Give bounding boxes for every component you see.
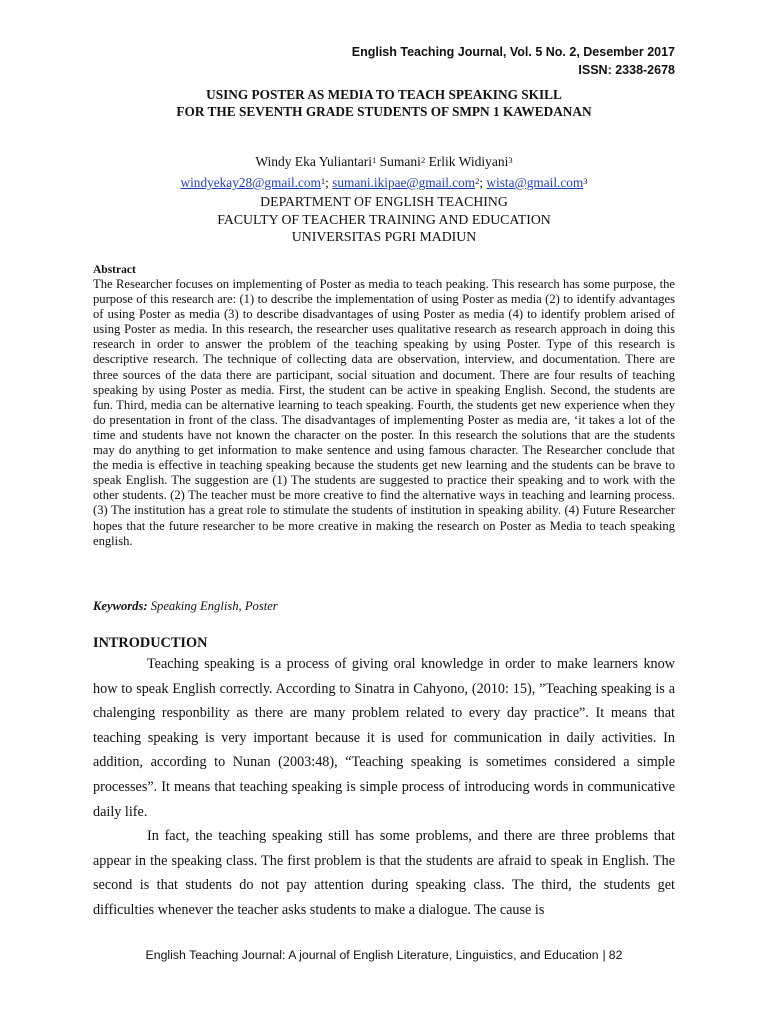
author-email-link[interactable]: windyekay28@gmail.com xyxy=(180,175,321,190)
author-name: Windy Eka Yuliantari xyxy=(255,154,373,169)
footer-separator: | xyxy=(602,948,606,962)
author-name: Sumani xyxy=(379,154,421,169)
email-list: windyekay28@gmail.com$^1$; sumani.ikipae@gmail.com$^2$; wista@gmail.com$^3$ xyxy=(180,175,588,190)
author-mark: 2 xyxy=(420,155,426,165)
introduction-body xyxy=(93,652,675,923)
author-mark: 1 xyxy=(372,155,377,165)
keywords-line xyxy=(93,599,278,614)
email-mark: 2 xyxy=(475,176,480,186)
paper-title-line-2: FOR THE SEVENTH GRADE STUDENTS OF SMPN 1 KAWEDANAN xyxy=(176,104,592,119)
affiliation-department: DEPARTMENT OF ENGLISH TEACHING xyxy=(260,194,508,209)
abstract-text: The Researcher focuses on implementing of Poster as media to teach peaking. This research has some purpose, the purpose of this research are: (1) to describe the implementation of using Poster as media (2) to identify advantages of using Poster as media (3) to describe disadvantages of using Poster as media (4) to identify problem arised of using Poster as media. In this research, the researcher uses qualitative research as research approach in doing this research in order to answer the problem of the teaching speaking by using Poster. Type of this research is descriptive research. The technique of collecting data are observation, interview, and documentation. There are three sources of the data there are participant, social situation and document. There are four results of teaching speaking by using Poster as media. First, the student can be active in speaking English. Second, the students are fun. Third, media can be alternative learning to teach speaking. Fourth, the students get new experience when they do presentation in front of the class. The disadvantages of implementing Poster as media are, ‘it takes a lot of the time and students have not known the character on the poster. In this research the solutions that are the students may do anything to get information to make sentence and using famous character. The Researcher conclude that the media is effective in teaching speaking because the students get new learning and the students can be brave to speak English. The suggestion are (1) The students are suggested to practice their speaking and to work with the other students. (2) The teacher must be more creative to find the alternative ways in teaching and learning process. (3) The institution has a great role to stimulate the students of institution in speaking ability. (4) Future Researcher hopes that the future researcher to be more creative in making the research on Poster as Media to teach speaking english. xyxy=(93,277,675,548)
page-number: 82 xyxy=(608,948,623,962)
paper-title-line-1: USING POSTER AS MEDIA TO TEACH SPEAKING SKILL xyxy=(206,87,562,102)
keywords-label: Keywords: xyxy=(93,599,148,613)
abstract-heading: Abstract xyxy=(93,264,136,276)
footer-journal: English Teaching Journal: A journal of English Literature, Linguistics, and Education xyxy=(145,948,599,962)
email-mark: 1 xyxy=(320,176,326,186)
affiliation-faculty: FACULTY OF TEACHER TRAINING AND EDUCATION xyxy=(217,212,551,227)
affiliation-university: UNIVERSITAS PGRI MADIUN xyxy=(291,229,477,244)
issn-header: ISSN: 2338-2678 xyxy=(578,63,675,77)
page-footer xyxy=(0,947,768,964)
author-email-link[interactable]: wista@gmail.com xyxy=(486,175,584,190)
keywords-value: Speaking English, Poster xyxy=(150,599,278,613)
introduction-paragraph: In fact, the teaching speaking still has some problems, and there are three problems that appear in the speaking class. The first problem is that the students are afraid to speak in English. The second is that students do not pay attention during speaking class. The third, the students get difficulties whenever the teacher asks students to make a dialogue. The cause is xyxy=(93,828,675,918)
email-mark: 3 xyxy=(583,176,588,186)
author-list xyxy=(0,153,768,170)
author-email-link[interactable]: sumani.ikipae@gmail.com xyxy=(332,175,476,190)
introduction-heading: INTRODUCTION xyxy=(93,635,208,651)
author-mark: 3 xyxy=(508,155,513,165)
author-name: Erlik Widiyani xyxy=(428,154,509,169)
introduction-paragraph: Teaching speaking is a process of giving oral knowledge in order to make learners know how to speak English correctly. According to Sinatra in Cahyono, (2010: 15), ”Teaching speaking is a chalenging responbility as there are many problem related to every day practice”. It means that teaching speaking is very important because it is used for communication in daily activities. In addition, according to Nunan (2003:48), “Teaching speaking is sometimes considered a simple processes”. It means that teaching speaking is simple process of introducing words in communicative daily life. xyxy=(93,656,675,820)
journal-header: English Teaching Journal, Vol. 5 No. 2, Desember 2017 xyxy=(351,45,675,59)
